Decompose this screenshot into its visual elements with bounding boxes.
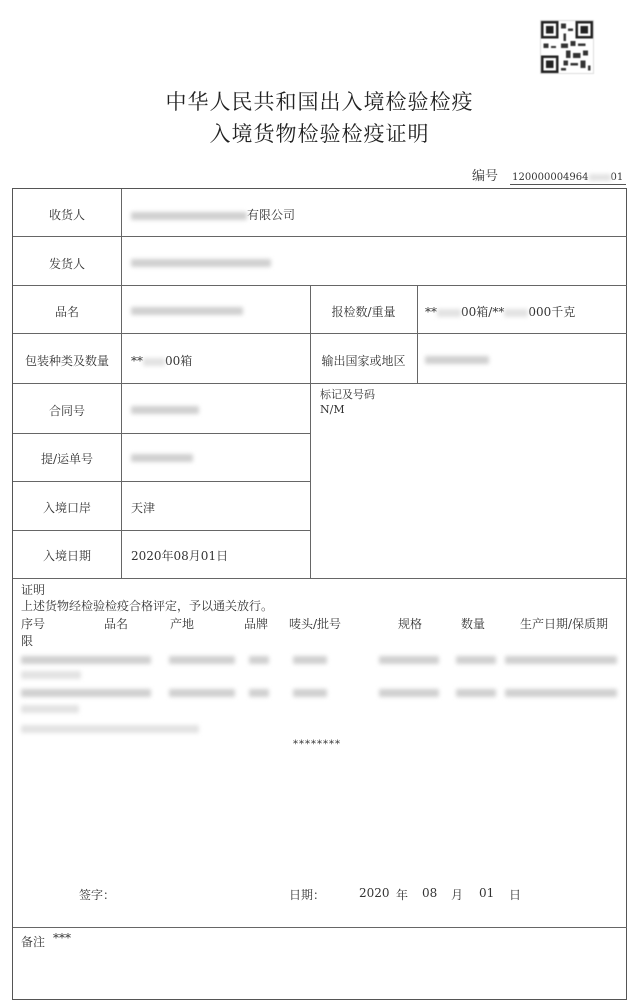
declared-qty-label: 报检数/重量 [331,305,396,319]
redacted-block [425,356,489,364]
consignor-value [131,255,271,269]
remarks-label: 备注 [21,935,46,949]
redacted-block [249,689,269,697]
serial-label: 编号 [472,169,499,184]
redacted-block [169,689,235,697]
packaging-part: 00箱 [165,354,193,368]
col-header-name: 品名 [104,617,129,631]
sign-month-unit: 月 [451,888,464,902]
consignee-value [131,206,295,223]
consignee-label: 收货人 [48,208,85,222]
port-label: 入境口岸 [42,501,91,515]
redacted-block [504,309,528,317]
serial-number [472,165,626,185]
signature-label: 签字： [79,888,116,902]
col-header-lot: 唛头/批号 [289,617,342,631]
redacted-block [21,725,199,733]
redacted-block [379,689,439,697]
redacted-block [21,656,151,664]
sign-day-unit: 日 [509,888,522,902]
redacted-block [456,656,496,664]
row-divider [13,383,627,384]
export-country-value [425,352,489,366]
col-header-date: 生产日期/保质期 [520,617,609,631]
bill-label: 提/运单号 [40,452,94,466]
col-header-qty: 数量 [461,617,486,631]
redacted-block [21,705,79,713]
remarks-value: *** [53,931,71,945]
redacted-block [589,174,611,181]
col-divider [121,189,122,578]
row-divider [13,433,310,434]
declared-qty-part: ** [425,305,437,319]
serial-suffix: 01 [610,172,624,183]
qr-code [540,20,594,74]
packaging-label: 包装种类及数量 [24,354,109,368]
col-header-brand: 品牌 [244,617,269,631]
redacted-block [293,689,327,697]
product-value [131,303,243,317]
sign-day: 01 [479,886,495,900]
port-value: 天津 [131,501,156,515]
redacted-block [505,689,617,697]
declared-qty-part: 000千克 [528,305,576,319]
declared-qty-value [425,303,575,320]
row-divider [13,927,627,928]
redacted-block [131,259,271,267]
sign-date-label: 日期： [289,888,326,902]
certificate-form [12,188,627,1000]
redacted-block [131,406,199,414]
redacted-block [293,656,327,664]
row-divider [13,530,310,531]
col-header-wrap: 限 [21,634,34,648]
sign-year: 2020 [359,886,390,900]
row-divider [13,236,627,237]
packaging-value [131,352,192,369]
entry-date-label: 入境日期 [42,549,91,563]
serial-prefix: 120000004964 [512,172,589,183]
redacted-block [379,656,439,664]
contract-label: 合同号 [48,404,85,418]
col-header-seq: 序号 [21,617,46,631]
cert-statement: 上述货物经检验检疫合格评定，予以通关放行。 [21,599,274,613]
cert-heading: 证明 [21,583,46,597]
redacted-block [437,309,461,317]
redacted-block [249,656,269,664]
redacted-block [131,212,247,220]
redacted-block [169,656,235,664]
bill-value [131,450,193,464]
product-label: 品名 [54,305,79,319]
sign-year-unit: 年 [396,888,409,902]
consignor-label: 发货人 [48,257,85,271]
sign-month: 08 [422,886,438,900]
serial-value [510,172,626,185]
redacted-block [21,689,151,697]
col-divider [417,285,418,383]
redacted-block [131,307,243,315]
row-divider [13,285,627,286]
entry-date-value: 2020年08月01日 [131,549,229,563]
col-header-origin: 产地 [170,617,195,631]
contract-value [131,402,199,416]
document-subtitle: 入境货物检验检疫证明 [209,122,430,146]
redacted-block [21,671,81,679]
col-divider [310,285,311,578]
col-header-spec: 规格 [398,617,423,631]
row-divider [13,578,627,579]
redacted-block [143,358,165,366]
marks-value: N/M [320,403,345,416]
row-divider [13,333,627,334]
marks-label: 标记及号码 [320,388,375,401]
packaging-part: ** [131,354,143,368]
declared-qty-part: 00箱/** [461,305,505,319]
end-marker: ******** [293,739,341,750]
redacted-block [131,454,193,462]
redacted-block [456,689,496,697]
row-divider [13,481,310,482]
redacted-block [505,656,617,664]
export-country-label: 输出国家或地区 [321,354,406,368]
document-title: 中华人民共和国出入境检验检疫 [165,90,474,114]
consignee-suffix: 有限公司 [247,208,296,222]
